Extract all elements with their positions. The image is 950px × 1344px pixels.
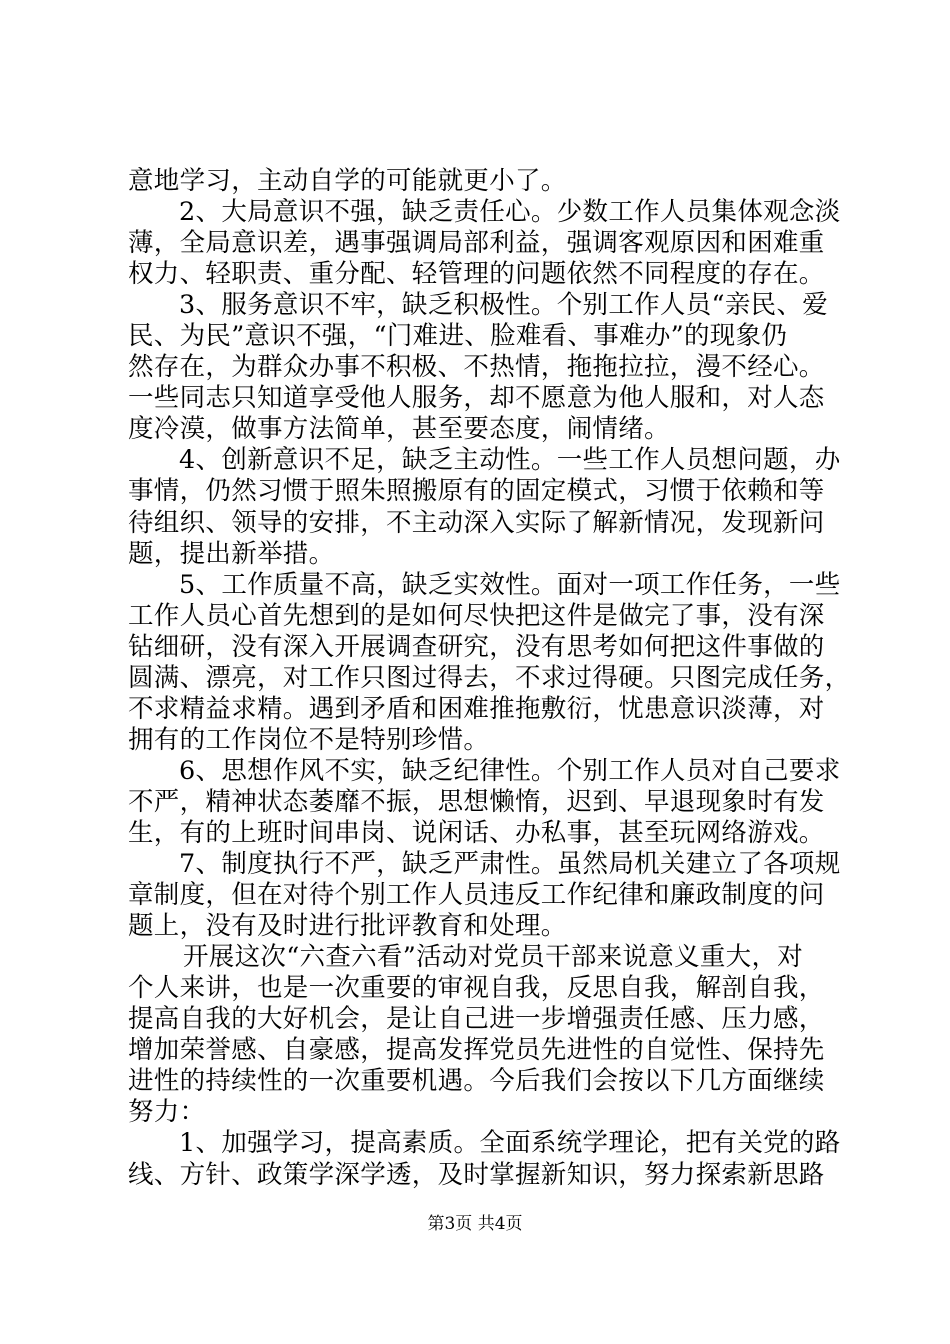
- text-line: 圆满、漂亮，对工作只图过得去，不求过得硬。只图完成任务，: [128, 662, 851, 693]
- text-line: 开展这次“六查六看”活动对党员干部来说意义重大，对: [183, 942, 804, 973]
- text-line: 章制度，但在对待个别工作人员违反工作纪律和廉政制度的问: [128, 880, 825, 911]
- text-line: 努力：: [128, 1097, 206, 1128]
- text-line: 生，有的上班时间串岗、说闲话、办私事，甚至玩网络游戏。: [128, 817, 825, 848]
- text-line: 事情，仍然习惯于照朱照搬原有的固定模式，习惯于依赖和等: [128, 476, 825, 507]
- text-line: 钻细研，没有深入开展调查研究，没有思考如何把这件事做的: [128, 631, 825, 662]
- text-line: 6、思想作风不实，缺乏纪律性。个别工作人员对自己要求: [179, 755, 841, 786]
- text-line: 工作人员心首先想到的是如何尽快把这件是做完了事，没有深: [128, 600, 825, 631]
- text-line: 意地学习，主动自学的可能就更小了。: [128, 166, 567, 196]
- text-line: 待组织、领导的安排，不主动深入实际了解新情况，发现新问: [128, 507, 825, 538]
- text-line: 度冷漠，做事方法简单，甚至要态度，闹情绪。: [128, 414, 670, 445]
- text-line: 民、为民”意识不强，“门难进、脸难看、事难办”的现象仍: [128, 321, 788, 352]
- text-line: 增加荣誉感、自豪感，提高发挥党员先进性的自觉性、保持先: [128, 1035, 825, 1066]
- text-line: 拥有的工作岗位不是特别珍惜。: [128, 724, 490, 755]
- text-line: 权力、轻职责、重分配、轻管理的问题依然不同程度的存在。: [128, 259, 825, 290]
- text-line: 3、服务意识不牢，缺乏积极性。个别工作人员“亲民、爱: [179, 290, 829, 321]
- text-line: 薄，全局意识差，遇事强调局部利益，强调客观原因和困难重: [128, 228, 825, 259]
- text-line: 不严，精神状态萎靡不振，思想懒惰，迟到、早退现象时有发: [128, 786, 825, 817]
- text-line: 一些同志只知道享受他人服务，却不愿意为他人服和，对人态: [128, 383, 825, 414]
- text-line: 5、工作质量不高，缺乏实效性。面对一项工作任务，一些: [179, 569, 841, 600]
- text-line: 不求精益求精。遇到矛盾和困难推拖敷衍，忧患意识淡薄，对: [128, 693, 825, 724]
- text-line: 1、加强学习，提高素质。全面系统学理论，把有关党的路: [179, 1128, 841, 1159]
- page-number-footer: 第3页 共4页: [427, 1214, 523, 1234]
- text-line: 个人来讲，也是一次重要的审视自我，反思自我，解剖自我，: [128, 973, 825, 1004]
- text-line: 然存在，为群众办事不积极、不热情，拖拖拉拉，漫不经心。: [128, 352, 825, 383]
- text-line: 题，提出新举措。: [128, 538, 335, 569]
- text-line: 提高自我的大好机会，是让自己进一步增强责任感、压力感，: [128, 1004, 825, 1035]
- text-line: 线、方针、政策学深学透，及时掌握新知识，努力探索新思路: [128, 1159, 825, 1190]
- text-line: 4、创新意识不足，缺乏主动性。一些工作人员想问题，办: [179, 445, 841, 476]
- document-body: [128, 166, 851, 1191]
- text-line: 2、大局意识不强，缺乏责任心。少数工作人员集体观念淡: [179, 197, 841, 228]
- text-line: 7、制度执行不严，缺乏严肃性。虽然局机关建立了各项规: [179, 849, 841, 880]
- text-line: 题上，没有及时进行批评教育和处理。: [128, 911, 567, 942]
- text-line: 进性的持续性的一次重要机遇。今后我们会按以下几方面继续: [128, 1066, 825, 1097]
